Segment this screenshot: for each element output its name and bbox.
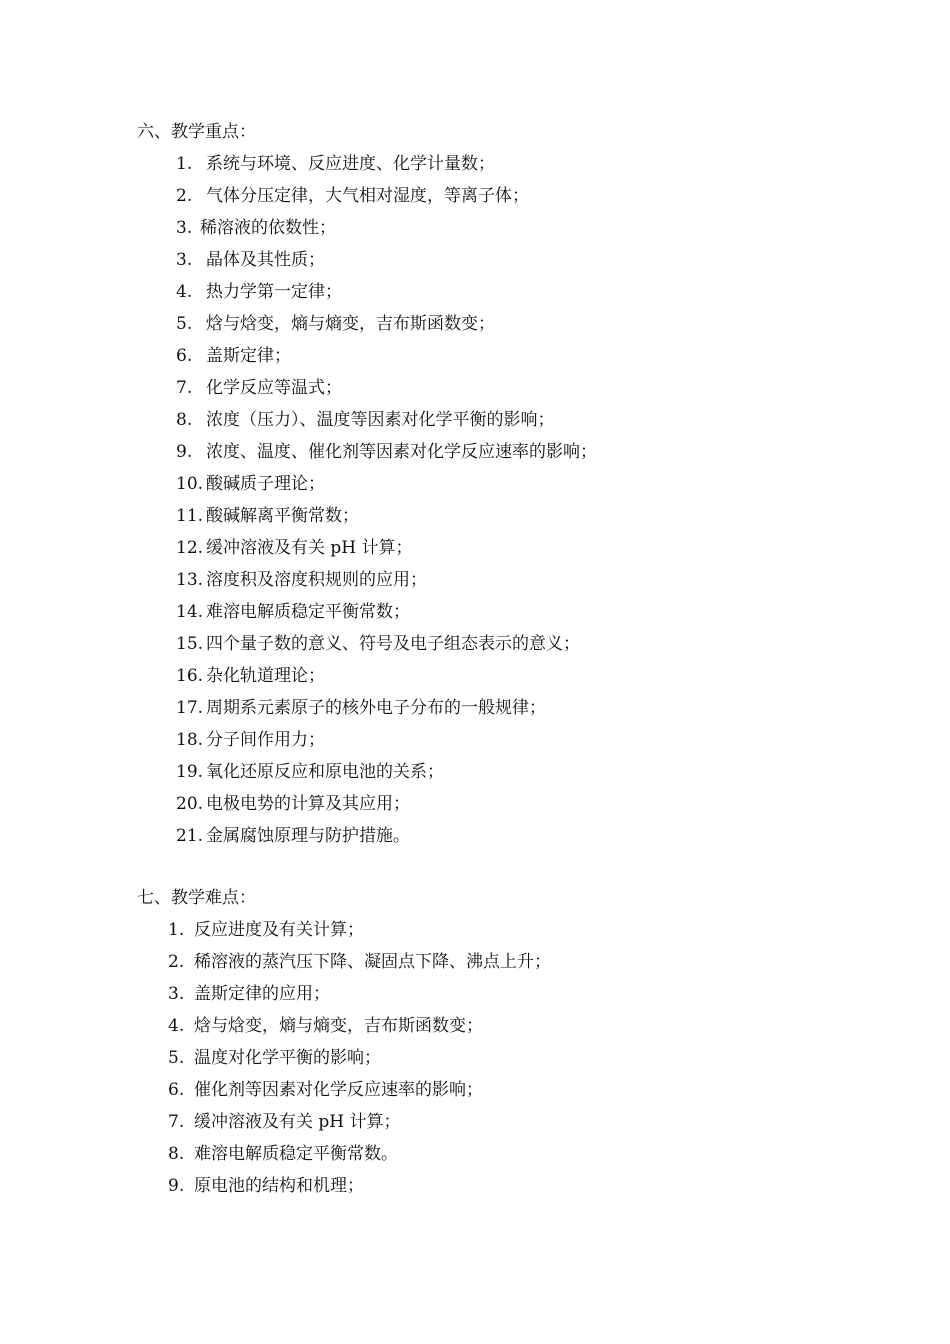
item-text: 化学反应等温式； <box>206 378 342 398</box>
item-number: 13. <box>176 570 204 590</box>
list-item <box>176 472 597 504</box>
item-text: 气体分压定律，大气相对湿度，等离子体； <box>206 186 529 206</box>
item-number: 5. <box>176 314 193 334</box>
item-number: 8. <box>176 410 193 430</box>
item-text: 原电池的结构和机理； <box>194 1176 364 1196</box>
item-text: 焓与焓变，熵与熵变，吉布斯函数变； <box>206 314 495 334</box>
item-text: 浓度（压力）、温度等因素对化学平衡的影响； <box>206 410 555 430</box>
item-number: 9. <box>176 442 193 462</box>
item-text: 难溶电解质稳定平衡常数； <box>206 602 410 622</box>
item-number: 2. <box>168 952 185 972</box>
item-number: 3. <box>176 250 193 270</box>
item-number: 17. <box>176 698 204 718</box>
list-item <box>176 696 597 728</box>
item-text: 酸碱质子理论； <box>206 474 325 494</box>
item-number: 5. <box>168 1048 185 1068</box>
item-number: 8. <box>168 1144 185 1164</box>
list-item <box>168 1014 551 1046</box>
list-item <box>176 248 597 280</box>
list-item <box>176 216 597 248</box>
list-item <box>168 1078 551 1110</box>
item-text: 难溶电解质稳定平衡常数。 <box>194 1144 398 1164</box>
list-item <box>176 792 597 824</box>
item-text: 温度对化学平衡的影响； <box>194 1048 381 1068</box>
key-points-list <box>176 152 597 856</box>
item-text: 缓冲溶液及有关 pH 计算； <box>194 1112 401 1132</box>
list-item <box>168 1110 551 1142</box>
item-text: 溶度积及溶度积规则的应用； <box>206 570 427 590</box>
list-item <box>176 760 597 792</box>
item-number: 9. <box>168 1176 185 1196</box>
item-text: 稀溶液的依数性； <box>200 218 336 238</box>
section-heading-key-points: 六、教学重点： <box>137 122 256 142</box>
item-number: 7. <box>176 378 193 398</box>
list-item <box>176 824 597 856</box>
item-text: 酸碱解离平衡常数； <box>206 506 359 526</box>
item-text: 周期系元素原子的核外电子分布的一般规律； <box>206 698 546 718</box>
list-item <box>176 408 597 440</box>
list-item <box>176 632 597 664</box>
item-number: 4. <box>176 282 193 302</box>
item-text: 稀溶液的蒸汽压下降、凝固点下降、沸点上升； <box>194 952 551 972</box>
item-text: 盖斯定律的应用； <box>194 984 330 1004</box>
item-number: 11. <box>176 506 204 526</box>
list-item <box>176 344 597 376</box>
list-item <box>176 440 597 472</box>
list-item <box>168 918 551 950</box>
item-number: 6. <box>176 346 193 366</box>
item-number: 18. <box>176 730 204 750</box>
item-number: 12. <box>176 538 204 558</box>
item-number: 1. <box>176 154 193 174</box>
list-item <box>176 568 597 600</box>
item-text: 盖斯定律； <box>206 346 291 366</box>
list-item <box>176 152 597 184</box>
item-number: 2. <box>176 186 193 206</box>
item-text: 反应进度及有关计算； <box>194 920 364 940</box>
item-number: 1. <box>168 920 185 940</box>
item-text: 催化剂等因素对化学反应速率的影响； <box>194 1080 483 1100</box>
item-text: 金属腐蚀原理与防护措施。 <box>206 826 410 846</box>
list-item <box>176 280 597 312</box>
item-number: 16. <box>176 666 204 686</box>
item-text: 四个量子数的意义、符号及电子组态表示的意义； <box>206 634 580 654</box>
item-number: 15. <box>176 634 204 654</box>
item-text: 浓度、温度、催化剂等因素对化学反应速率的影响； <box>206 442 597 462</box>
item-number: 21. <box>176 826 204 846</box>
item-number: 3. <box>168 984 185 1004</box>
list-item <box>176 664 597 696</box>
list-item <box>176 504 597 536</box>
item-text: 电极电势的计算及其应用； <box>206 794 410 814</box>
difficult-points-list <box>168 918 551 1206</box>
item-text: 杂化轨道理论； <box>206 666 325 686</box>
item-number: 7. <box>168 1112 185 1132</box>
section-heading-difficult-points: 七、教学难点： <box>137 888 256 908</box>
item-number: 4. <box>168 1016 185 1036</box>
list-item <box>176 600 597 632</box>
item-text: 分子间作用力； <box>206 730 325 750</box>
item-number: 3. <box>176 218 193 238</box>
list-item <box>168 1046 551 1078</box>
list-item <box>168 1174 551 1206</box>
list-item <box>168 982 551 1014</box>
item-text: 缓冲溶液及有关 pH 计算； <box>206 538 413 558</box>
list-item <box>168 950 551 982</box>
item-text: 晶体及其性质； <box>206 250 325 270</box>
item-number: 20. <box>176 794 204 814</box>
item-text: 氧化还原反应和原电池的关系； <box>206 762 444 782</box>
item-text: 系统与环境、反应进度、化学计量数； <box>206 154 495 174</box>
item-number: 14. <box>176 602 204 622</box>
item-number: 6. <box>168 1080 185 1100</box>
item-text: 焓与焓变，熵与熵变，吉布斯函数变； <box>194 1016 483 1036</box>
item-text: 热力学第一定律； <box>206 282 342 302</box>
list-item <box>176 184 597 216</box>
list-item <box>176 728 597 760</box>
item-number: 19. <box>176 762 204 782</box>
list-item <box>176 312 597 344</box>
list-item <box>168 1142 551 1174</box>
item-number: 10. <box>176 474 204 494</box>
list-item <box>176 536 597 568</box>
list-item <box>176 376 597 408</box>
